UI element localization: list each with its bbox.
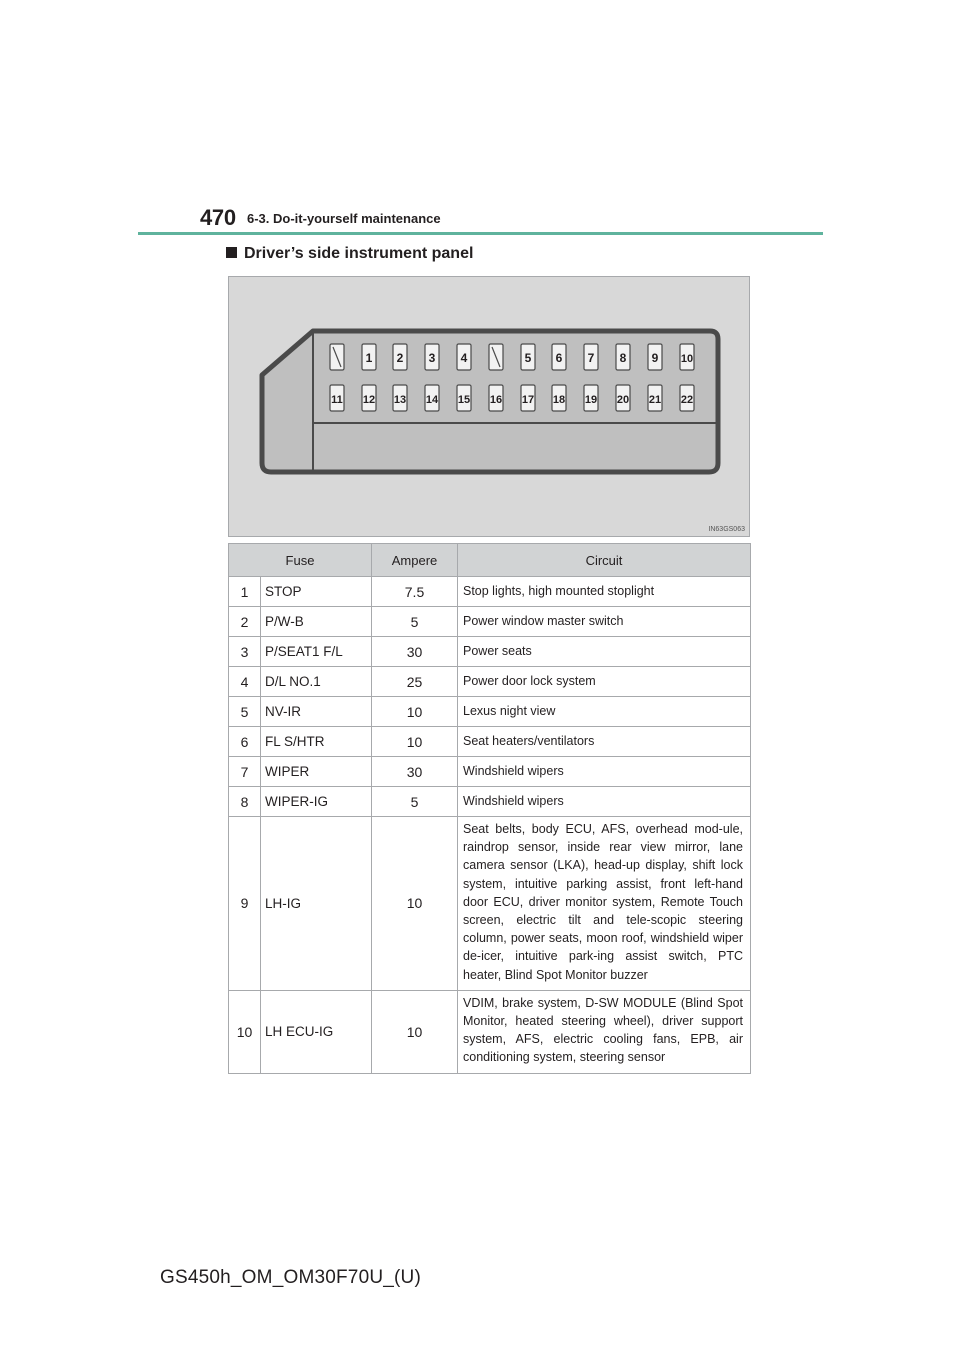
fuse-ampere: 10 (372, 697, 458, 727)
table-header-row (229, 544, 751, 577)
fuse-slot-label: 17 (521, 394, 535, 406)
table-row (229, 607, 751, 637)
fuse-number: 2 (229, 607, 261, 637)
fuse-ampere: 10 (372, 727, 458, 757)
section-title: 6-3. Do-it-yourself maintenance (247, 211, 441, 226)
fuse-circuit: Power seats (458, 637, 751, 667)
fuse-number: 10 (229, 990, 261, 1073)
table-row (229, 667, 751, 697)
fuse-slot-label: 14 (425, 394, 439, 406)
subheading-text: Driver’s side instrument panel (244, 245, 474, 262)
fuse-name: P/W-B (261, 607, 372, 637)
header-fuse: Fuse (229, 544, 372, 577)
fuse-ampere: 10 (372, 817, 458, 991)
fuse-slot-label: 13 (393, 394, 407, 406)
table-row (229, 637, 751, 667)
fuse-number: 8 (229, 787, 261, 817)
fuse-slot-label: 9 (651, 351, 659, 365)
fuse-number: 4 (229, 667, 261, 697)
fuse-number: 7 (229, 757, 261, 787)
table-row (229, 757, 751, 787)
fuse-slot-label: 4 (460, 351, 468, 365)
subheading (226, 245, 473, 263)
fuse-slot-label: 12 (362, 394, 376, 406)
fuse-circuit: Stop lights, high mounted stoplight (458, 577, 751, 607)
fuse-name: WIPER (261, 757, 372, 787)
fuse-slot-label: 3 (428, 351, 436, 365)
fuse-slot-label: 10 (680, 353, 694, 365)
fuse-ampere: 25 (372, 667, 458, 697)
fuse-name: WIPER-IG (261, 787, 372, 817)
fuse-ampere: 7.5 (372, 577, 458, 607)
fuse-slot-label: 19 (584, 394, 598, 406)
fuse-slot-label: 22 (680, 394, 694, 406)
fuse-circuit: Windshield wipers (458, 757, 751, 787)
fuse-circuit: Windshield wipers (458, 787, 751, 817)
fuse-slot-label: 18 (552, 394, 566, 406)
fuse-ampere: 30 (372, 637, 458, 667)
fuse-slot-label: 2 (396, 351, 404, 365)
fuse-slot-label: 11 (331, 394, 343, 406)
fuse-box-diagram (228, 276, 750, 537)
fuse-ampere: 5 (372, 607, 458, 637)
header-rule (138, 232, 823, 235)
table-row (229, 727, 751, 757)
fuse-circuit: Power window master switch (458, 607, 751, 637)
fuse-table (228, 543, 751, 1074)
fuse-circuit: VDIM, brake system, D-SW MODULE (Blind Spot Monitor, heated steering wheel), driver support system, AFS, electric cooling fans, EPB, air conditioning system, steering sensor (458, 990, 751, 1073)
fuse-ampere: 5 (372, 787, 458, 817)
figure-code: IN63GS063 (708, 526, 745, 533)
fuse-number: 3 (229, 637, 261, 667)
fuse-name: NV-IR (261, 697, 372, 727)
fuse-name: LH ECU-IG (261, 990, 372, 1073)
table-row (229, 697, 751, 727)
fuse-circuit: Seat heaters/ventilators (458, 727, 751, 757)
table-row (229, 990, 751, 1073)
table-row (229, 817, 751, 991)
fuse-circuit: Seat belts, body ECU, AFS, overhead mod-ule, raindrop sensor, inside rear view mirror, lane camera sensor (LKA), head-up display, shift lock system, intuitive parking assist, front left-hand door ECU, driver monitor system, Remote Touch screen, electric tilt and tele-scopic steering column, power seats, moon roof, windshield wiper de-icer, intuitive park-ing assist switch, PTC heater, Blind Spot Monitor buzzer (458, 817, 751, 991)
fuse-number: 6 (229, 727, 261, 757)
fuse-number: 5 (229, 697, 261, 727)
fuse-ampere: 10 (372, 990, 458, 1073)
fuse-slot-label: 1 (365, 351, 373, 365)
fuse-name: LH-IG (261, 817, 372, 991)
fuse-number: 1 (229, 577, 261, 607)
table-row (229, 787, 751, 817)
fuse-slot-label: 20 (616, 394, 630, 406)
fuse-name: P/SEAT1 F/L (261, 637, 372, 667)
fuse-slot-label: 21 (648, 394, 662, 406)
fuse-circuit: Power door lock system (458, 667, 751, 697)
square-bullet-icon (226, 247, 237, 258)
fuse-slot-label: 8 (619, 351, 627, 365)
fuse-name: FL S/HTR (261, 727, 372, 757)
fuse-slot-label: 7 (587, 351, 595, 365)
fuse-number: 9 (229, 817, 261, 991)
fuse-name: D/L NO.1 (261, 667, 372, 697)
fuse-box-svg (229, 277, 751, 538)
fuse-slot-label: 15 (457, 394, 471, 406)
document-code: GS450h_OM_OM30F70U_(U) (160, 1267, 422, 1288)
fuse-circuit: Lexus night view (458, 697, 751, 727)
fuse-slot-label: 5 (524, 351, 532, 365)
fuse-slot-label: 16 (489, 394, 503, 406)
page-number: 470 (200, 205, 236, 230)
header-circuit: Circuit (458, 544, 751, 577)
fuse-slot-label: 6 (555, 351, 563, 365)
fuse-name: STOP (261, 577, 372, 607)
table-row (229, 577, 751, 607)
fuse-ampere: 30 (372, 757, 458, 787)
header-ampere: Ampere (372, 544, 458, 577)
